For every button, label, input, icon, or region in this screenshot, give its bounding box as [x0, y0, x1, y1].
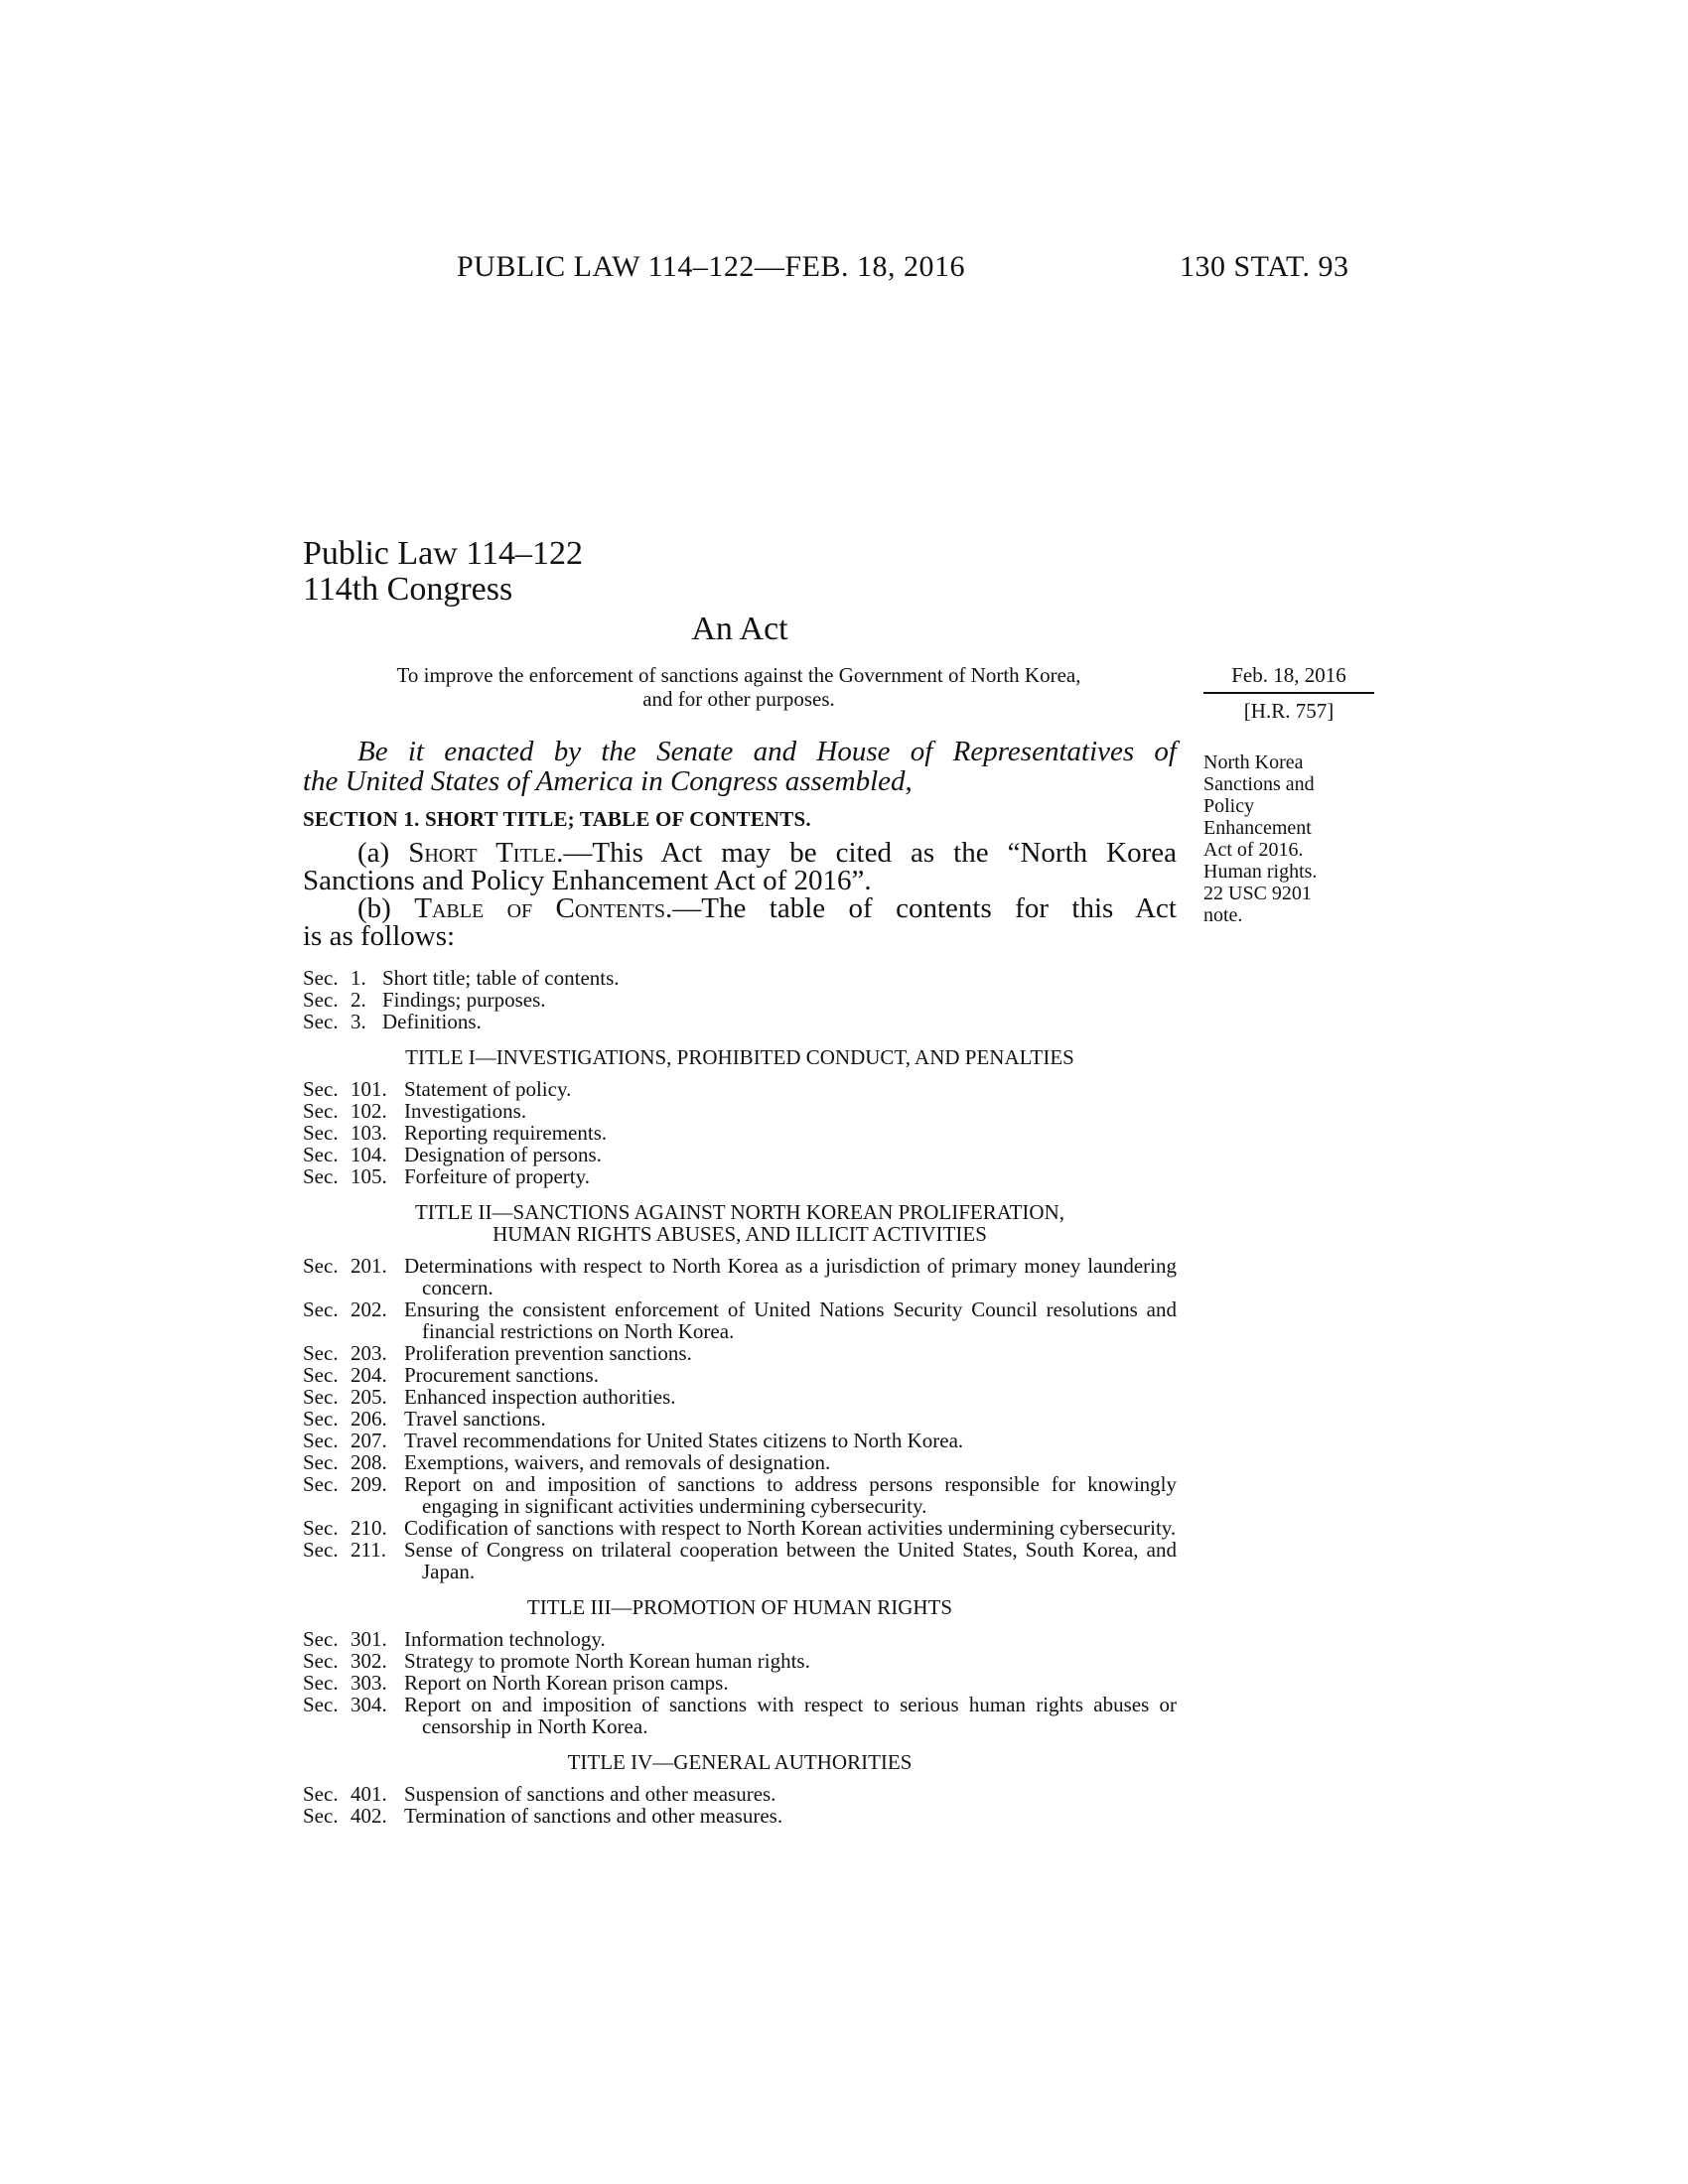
toc-entry: [303, 1473, 1177, 1517]
toc-sec-label: Sec.: [303, 1693, 339, 1716]
toc-section-number: 203.: [351, 1341, 387, 1365]
toc-section-title: Termination of sanctions and other measures.: [404, 1804, 783, 1828]
toc-section-title: Ensuring the consistent enforcement of United Nations Security Council resolutions and financial restrictions on North Korea.: [404, 1297, 1177, 1343]
toc-section-title: Statement of policy.: [404, 1077, 572, 1101]
toc-section-number: 204.: [351, 1363, 387, 1387]
toc-entry: [303, 1783, 1177, 1805]
toc-sec-label: Sec.: [303, 1121, 339, 1145]
toc-section-title: Reporting requirements.: [404, 1121, 608, 1145]
toc-section-number: 211.: [351, 1538, 386, 1562]
toc-section-number: 206.: [351, 1407, 387, 1431]
toc-section-number: 3.: [351, 1010, 366, 1033]
toc-section-title: Travel recommendations for United States citizens to North Korea.: [404, 1429, 964, 1452]
toc-entry: [303, 1430, 1177, 1451]
toc-entry: [303, 1364, 1177, 1386]
toc-entry: [303, 1539, 1177, 1582]
toc-section-number: 402.: [351, 1804, 387, 1828]
paragraph-label: (a): [357, 837, 409, 869]
toc-section-title: Strategy to promote North Korean human rights.: [404, 1649, 810, 1673]
toc-entry: [303, 1650, 1177, 1672]
toc-title-heading: TITLE II—SANCTIONS AGAINST NORTH KOREAN PROLIFERATION, HUMAN RIGHTS ABUSES, AND ILLICIT ACTIVITIES: [414, 1200, 1064, 1246]
toc-entry: [303, 1144, 1177, 1165]
toc-entry: [303, 1100, 1177, 1122]
toc-section-number: 210.: [351, 1516, 387, 1540]
toc-section-title: Investigations.: [404, 1099, 527, 1123]
toc-section-number: 303.: [351, 1671, 387, 1695]
toc-section-title: Enhanced inspection authorities.: [404, 1385, 676, 1409]
enacting-line: Be it enacted by the Senate and House of Representatives of: [357, 736, 1177, 767]
toc-section-number: 207.: [351, 1429, 387, 1452]
toc-section-number: 101.: [351, 1077, 387, 1101]
toc-sec-label: Sec.: [303, 1077, 339, 1101]
congress-number: 114th Congress: [303, 571, 513, 608]
toc-sec-label: Sec.: [303, 1341, 339, 1365]
toc-sec-label: Sec.: [303, 1429, 339, 1452]
toc-title-heading: TITLE III—PROMOTION OF HUMAN RIGHTS: [526, 1595, 953, 1619]
toc-section-number: 301.: [351, 1627, 387, 1651]
toc-section-number: 202.: [351, 1297, 387, 1321]
toc-section-number: 304.: [351, 1693, 387, 1716]
enacting-clause: [303, 737, 1177, 796]
toc-section-number: 205.: [351, 1385, 387, 1409]
margin-note: North Korea: [1203, 751, 1304, 773]
margin-date: Feb. 18, 2016: [1203, 663, 1374, 694]
margin-note: Sanctions and: [1203, 773, 1315, 795]
toc-section-title: Report on North Korean prison camps.: [404, 1671, 729, 1695]
toc-entry: [303, 1165, 1177, 1187]
toc-section-number: 302.: [351, 1649, 387, 1673]
toc-sec-label: Sec.: [303, 1099, 339, 1123]
toc-entry: [303, 1672, 1177, 1694]
paragraph-text: .—The table of contents for this Act: [665, 892, 1177, 924]
purpose-line: and for other purposes.: [642, 687, 835, 711]
toc-entry: [303, 1628, 1177, 1650]
toc-entry: [303, 1451, 1177, 1473]
toc-entry: [303, 1386, 1177, 1408]
toc-section-number: 201.: [351, 1254, 387, 1278]
margin-bill-number: [H.R. 757]: [1243, 699, 1335, 723]
toc-sec-label: Sec.: [303, 1363, 339, 1387]
toc-sec-label: Sec.: [303, 1627, 339, 1651]
toc-sec-label: Sec.: [303, 966, 339, 990]
margin-note: 22 USC 9201: [1203, 883, 1312, 904]
paragraph-text: .—This Act may be cited as the “North Korea: [556, 837, 1178, 869]
toc-entry: [303, 1517, 1177, 1539]
running-head: PUBLIC LAW 114–122—FEB. 18, 2016: [457, 250, 965, 283]
toc-sec-label: Sec.: [303, 1472, 339, 1496]
toc-sec-label: Sec.: [303, 1297, 339, 1321]
toc-title-heading: TITLE IV—GENERAL AUTHORITIES: [567, 1750, 913, 1774]
toc-sec-label: Sec.: [303, 1538, 339, 1562]
paragraph-label: (b): [357, 892, 415, 924]
toc-section-title: Proliferation prevention sanctions.: [404, 1341, 692, 1365]
toc-section-title: Sense of Congress on trilateral cooperation between the United States, South Korea, and Japan.: [404, 1538, 1177, 1583]
purpose-line: To improve the enforcement of sanctions against the Government of North Korea,: [396, 663, 1081, 687]
toc-entry: [303, 1805, 1177, 1827]
section-heading: SECTION 1. SHORT TITLE; TABLE OF CONTENTS.: [303, 807, 811, 831]
toc-section-number: 1.: [351, 966, 366, 990]
toc-section-number: 102.: [351, 1099, 387, 1123]
toc-sec-label: Sec.: [303, 1010, 339, 1033]
margin-note: Enhancement: [1203, 817, 1312, 839]
public-law-number: Public Law 114–122: [303, 535, 584, 572]
toc-sec-label: Sec.: [303, 1450, 339, 1474]
toc-section-number: 105.: [351, 1164, 387, 1188]
toc-sec-label: Sec.: [303, 1143, 339, 1166]
toc-entry: [303, 1255, 1177, 1298]
toc-entry: [303, 967, 1177, 989]
table-of-contents: [303, 967, 1177, 1827]
paragraph-short-title: [303, 839, 1177, 894]
toc-section-number: 401.: [351, 1782, 387, 1806]
paragraph-caption: Short Title: [408, 837, 557, 869]
toc-entry: [303, 1342, 1177, 1364]
toc-sec-label: Sec.: [303, 1385, 339, 1409]
toc-section-title: Designation of persons.: [404, 1143, 602, 1166]
purpose-clause: [316, 663, 1162, 711]
margin-notes: [1203, 751, 1402, 926]
toc-title-heading: TITLE I—INVESTIGATIONS, PROHIBITED CONDUCT, AND PENALTIES: [405, 1045, 1074, 1069]
toc-section-title: Information technology.: [404, 1627, 606, 1651]
margin-note: Policy: [1203, 795, 1255, 817]
paragraph-text: is as follows:: [303, 920, 456, 952]
margin-note: note.: [1203, 904, 1243, 926]
toc-sec-label: Sec.: [303, 1804, 339, 1828]
paragraph-table-of-contents: [303, 894, 1177, 950]
toc-section-number: 104.: [351, 1143, 387, 1166]
paragraph-caption: Table of Contents: [414, 892, 666, 924]
toc-section-title: Suspension of sanctions and other measures.: [404, 1782, 776, 1806]
toc-sec-label: Sec.: [303, 1671, 339, 1695]
toc-sec-label: Sec.: [303, 988, 339, 1012]
toc-entry: [303, 1694, 1177, 1737]
paragraph-text: Sanctions and Policy Enhancement Act of 2016”.: [303, 865, 872, 896]
toc-section-title: Report on and imposition of sanctions with respect to serious human rights abuses or censorship in North Korea.: [404, 1693, 1177, 1738]
toc-sec-label: Sec.: [303, 1782, 339, 1806]
toc-sec-label: Sec.: [303, 1254, 339, 1278]
toc-section-number: 103.: [351, 1121, 387, 1145]
toc-entry: [303, 1408, 1177, 1430]
margin-note: Human rights.: [1203, 861, 1318, 883]
toc-section-title: Definitions.: [382, 1010, 482, 1033]
toc-section-title: Short title; table of contents.: [382, 966, 620, 990]
toc-section-title: Determinations with respect to North Korea as a jurisdiction of primary money laundering concern.: [404, 1254, 1177, 1299]
toc-entry: [303, 1078, 1177, 1100]
toc-entry: [303, 1011, 1177, 1032]
toc-section-title: Codification of sanctions with respect to North Korean activities undermining cybersecurity.: [404, 1516, 1177, 1540]
toc-section-number: 2.: [351, 988, 366, 1012]
toc-section-title: Exemptions, waivers, and removals of designation.: [404, 1450, 831, 1474]
toc-sec-label: Sec.: [303, 1649, 339, 1673]
toc-sec-label: Sec.: [303, 1516, 339, 1540]
toc-section-title: Procurement sanctions.: [404, 1363, 599, 1387]
margin-note: Act of 2016.: [1203, 839, 1304, 861]
toc-entry: [303, 1298, 1177, 1342]
law-identification: [303, 536, 583, 608]
toc-entry: [303, 989, 1177, 1011]
stat-page-number: 130 STAT. 93: [1180, 250, 1349, 283]
toc-section-number: 209.: [351, 1472, 387, 1496]
toc-section-title: Forfeiture of property.: [404, 1164, 590, 1188]
enacting-line: the United States of America in Congress assembled,: [303, 765, 913, 797]
toc-sec-label: Sec.: [303, 1164, 339, 1188]
toc-section-title: Findings; purposes.: [382, 988, 546, 1012]
toc-section-title: Report on and imposition of sanctions to address persons responsible for knowingly engaging in significant activities undermining cybersecurity.: [404, 1472, 1177, 1518]
toc-sec-label: Sec.: [303, 1407, 339, 1431]
toc-entry: [303, 1122, 1177, 1144]
act-heading: An Act: [691, 611, 788, 647]
toc-section-number: 208.: [351, 1450, 387, 1474]
toc-section-title: Travel sanctions.: [404, 1407, 546, 1431]
